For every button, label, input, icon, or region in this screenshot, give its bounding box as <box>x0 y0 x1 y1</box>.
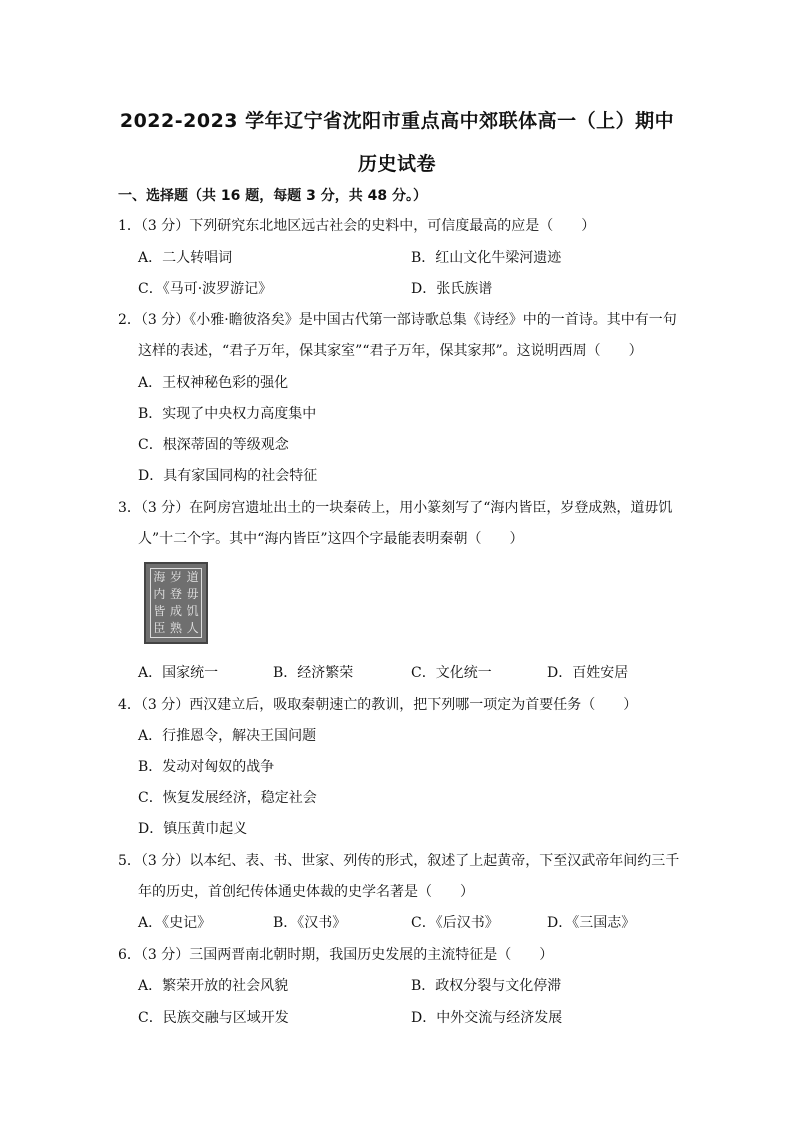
page-subtitle: 历史试卷 <box>357 153 436 175</box>
seal-char: 熟 <box>169 621 182 635</box>
question-2-stem: 2．（3 分）《小雅·瞻彼洛矣》是中国古代第一部诗歌总集《诗经》中的一首诗。其中有一句 <box>118 312 677 328</box>
question-6-option-a[interactable]: A．繁荣开放的社会风貌 <box>138 978 289 994</box>
question-2-option-c[interactable]: C．根深蒂固的等级观念 <box>138 437 289 453</box>
seal-brick-image <box>144 562 208 644</box>
question-6-option-b[interactable]: B．政权分裂与文化停滞 <box>411 978 562 994</box>
question-4-stem: 4．（3 分）西汉建立后，吸取秦朝速亡的教训，把下列哪一项定为首要任务（ ） <box>118 697 638 713</box>
question-5-stem: 5．（3 分）以本纪、表、书、世家、列传的形式，叙述了上起黄帝，下至汉武帝年间约三千 <box>118 853 680 869</box>
question-4-option-b[interactable]: B．发动对匈奴的战争 <box>138 759 275 775</box>
question-5-option-d[interactable]: D．《三国志》 <box>547 915 636 931</box>
question-2-option-b[interactable]: B．实现了中央权力高度集中 <box>138 406 317 422</box>
question-2-stem-cont: 这样的表述，“君子万年，保其家室”“君子万年，保其家邦”。这说明西周（ ） <box>138 343 643 359</box>
question-3-option-b[interactable]: B．经济繁荣 <box>273 665 354 681</box>
seal-char: 人 <box>186 621 199 635</box>
question-1-stem: 1．（3 分）下列研究东北地区远古社会的史料中，可信度最高的应是（ ） <box>118 218 596 234</box>
question-4-option-a[interactable]: A．行推恩令，解决王国问题 <box>138 728 317 744</box>
seal-char: 皆 <box>153 604 166 618</box>
seal-char: 道 <box>186 570 199 584</box>
seal-char: 成 <box>169 604 182 618</box>
question-1-option-c[interactable]: C．《马可·波罗游记》 <box>138 281 273 297</box>
question-1-option-b[interactable]: B．红山文化牛梁河遗迹 <box>411 250 562 266</box>
question-3-option-c[interactable]: C．文化统一 <box>411 665 492 681</box>
question-1-option-d[interactable]: D．张氏族谱 <box>411 281 493 297</box>
seal-char: 毋 <box>186 587 199 601</box>
seal-char: 海 <box>153 570 166 584</box>
question-5-option-c[interactable]: C．《后汉书》 <box>411 915 499 931</box>
question-3-option-a[interactable]: A．国家统一 <box>138 665 219 681</box>
question-6-stem: 6．（3 分）三国两晋南北朝时期，我国历史发展的主流特征是（ ） <box>118 947 554 963</box>
seal-char: 岁 <box>169 570 182 584</box>
question-2-option-a[interactable]: A．王权神秘色彩的强化 <box>138 375 289 391</box>
question-5-stem-cont: 年的历史，首创纪传体通史体裁的史学名著是（ ） <box>138 884 474 900</box>
question-3-stem: 3．（3 分）在阿房宫遗址出土的一块秦砖上，用小篆刻写了“海内皆臣，岁登成熟，道毋饥 <box>118 500 673 516</box>
seal-char: 登 <box>169 587 182 601</box>
question-5-option-b[interactable]: B．《汉书》 <box>273 915 347 931</box>
question-3-option-d[interactable]: D．百姓安居 <box>547 665 629 681</box>
question-6-option-d[interactable]: D．中外交流与经济发展 <box>411 1010 563 1026</box>
question-4-option-d[interactable]: D．镇压黄巾起义 <box>138 821 248 837</box>
question-6-option-c[interactable]: C．民族交融与区域开发 <box>138 1010 289 1026</box>
question-2-option-d[interactable]: D．具有家国同构的社会特征 <box>138 468 318 484</box>
section-heading: 一、选择题（共 16 题，每题 3 分，共 48 分。） <box>118 188 427 204</box>
question-3-stem-cont: 人”十二个字。其中“海内皆臣”这四个字最能表明秦朝（ ） <box>138 531 524 547</box>
question-5-option-a[interactable]: A．《史记》 <box>138 915 212 931</box>
page-title: 2022-2023 学年辽宁省沈阳市重点高中郊联体高一（上）期中 <box>119 110 675 132</box>
seal-char: 内 <box>153 587 166 601</box>
question-4-option-c[interactable]: C．恢复发展经济，稳定社会 <box>138 790 317 806</box>
question-1-option-a[interactable]: A．二人转唱词 <box>138 250 233 266</box>
seal-char: 饥 <box>186 604 199 618</box>
seal-char: 臣 <box>153 621 166 635</box>
